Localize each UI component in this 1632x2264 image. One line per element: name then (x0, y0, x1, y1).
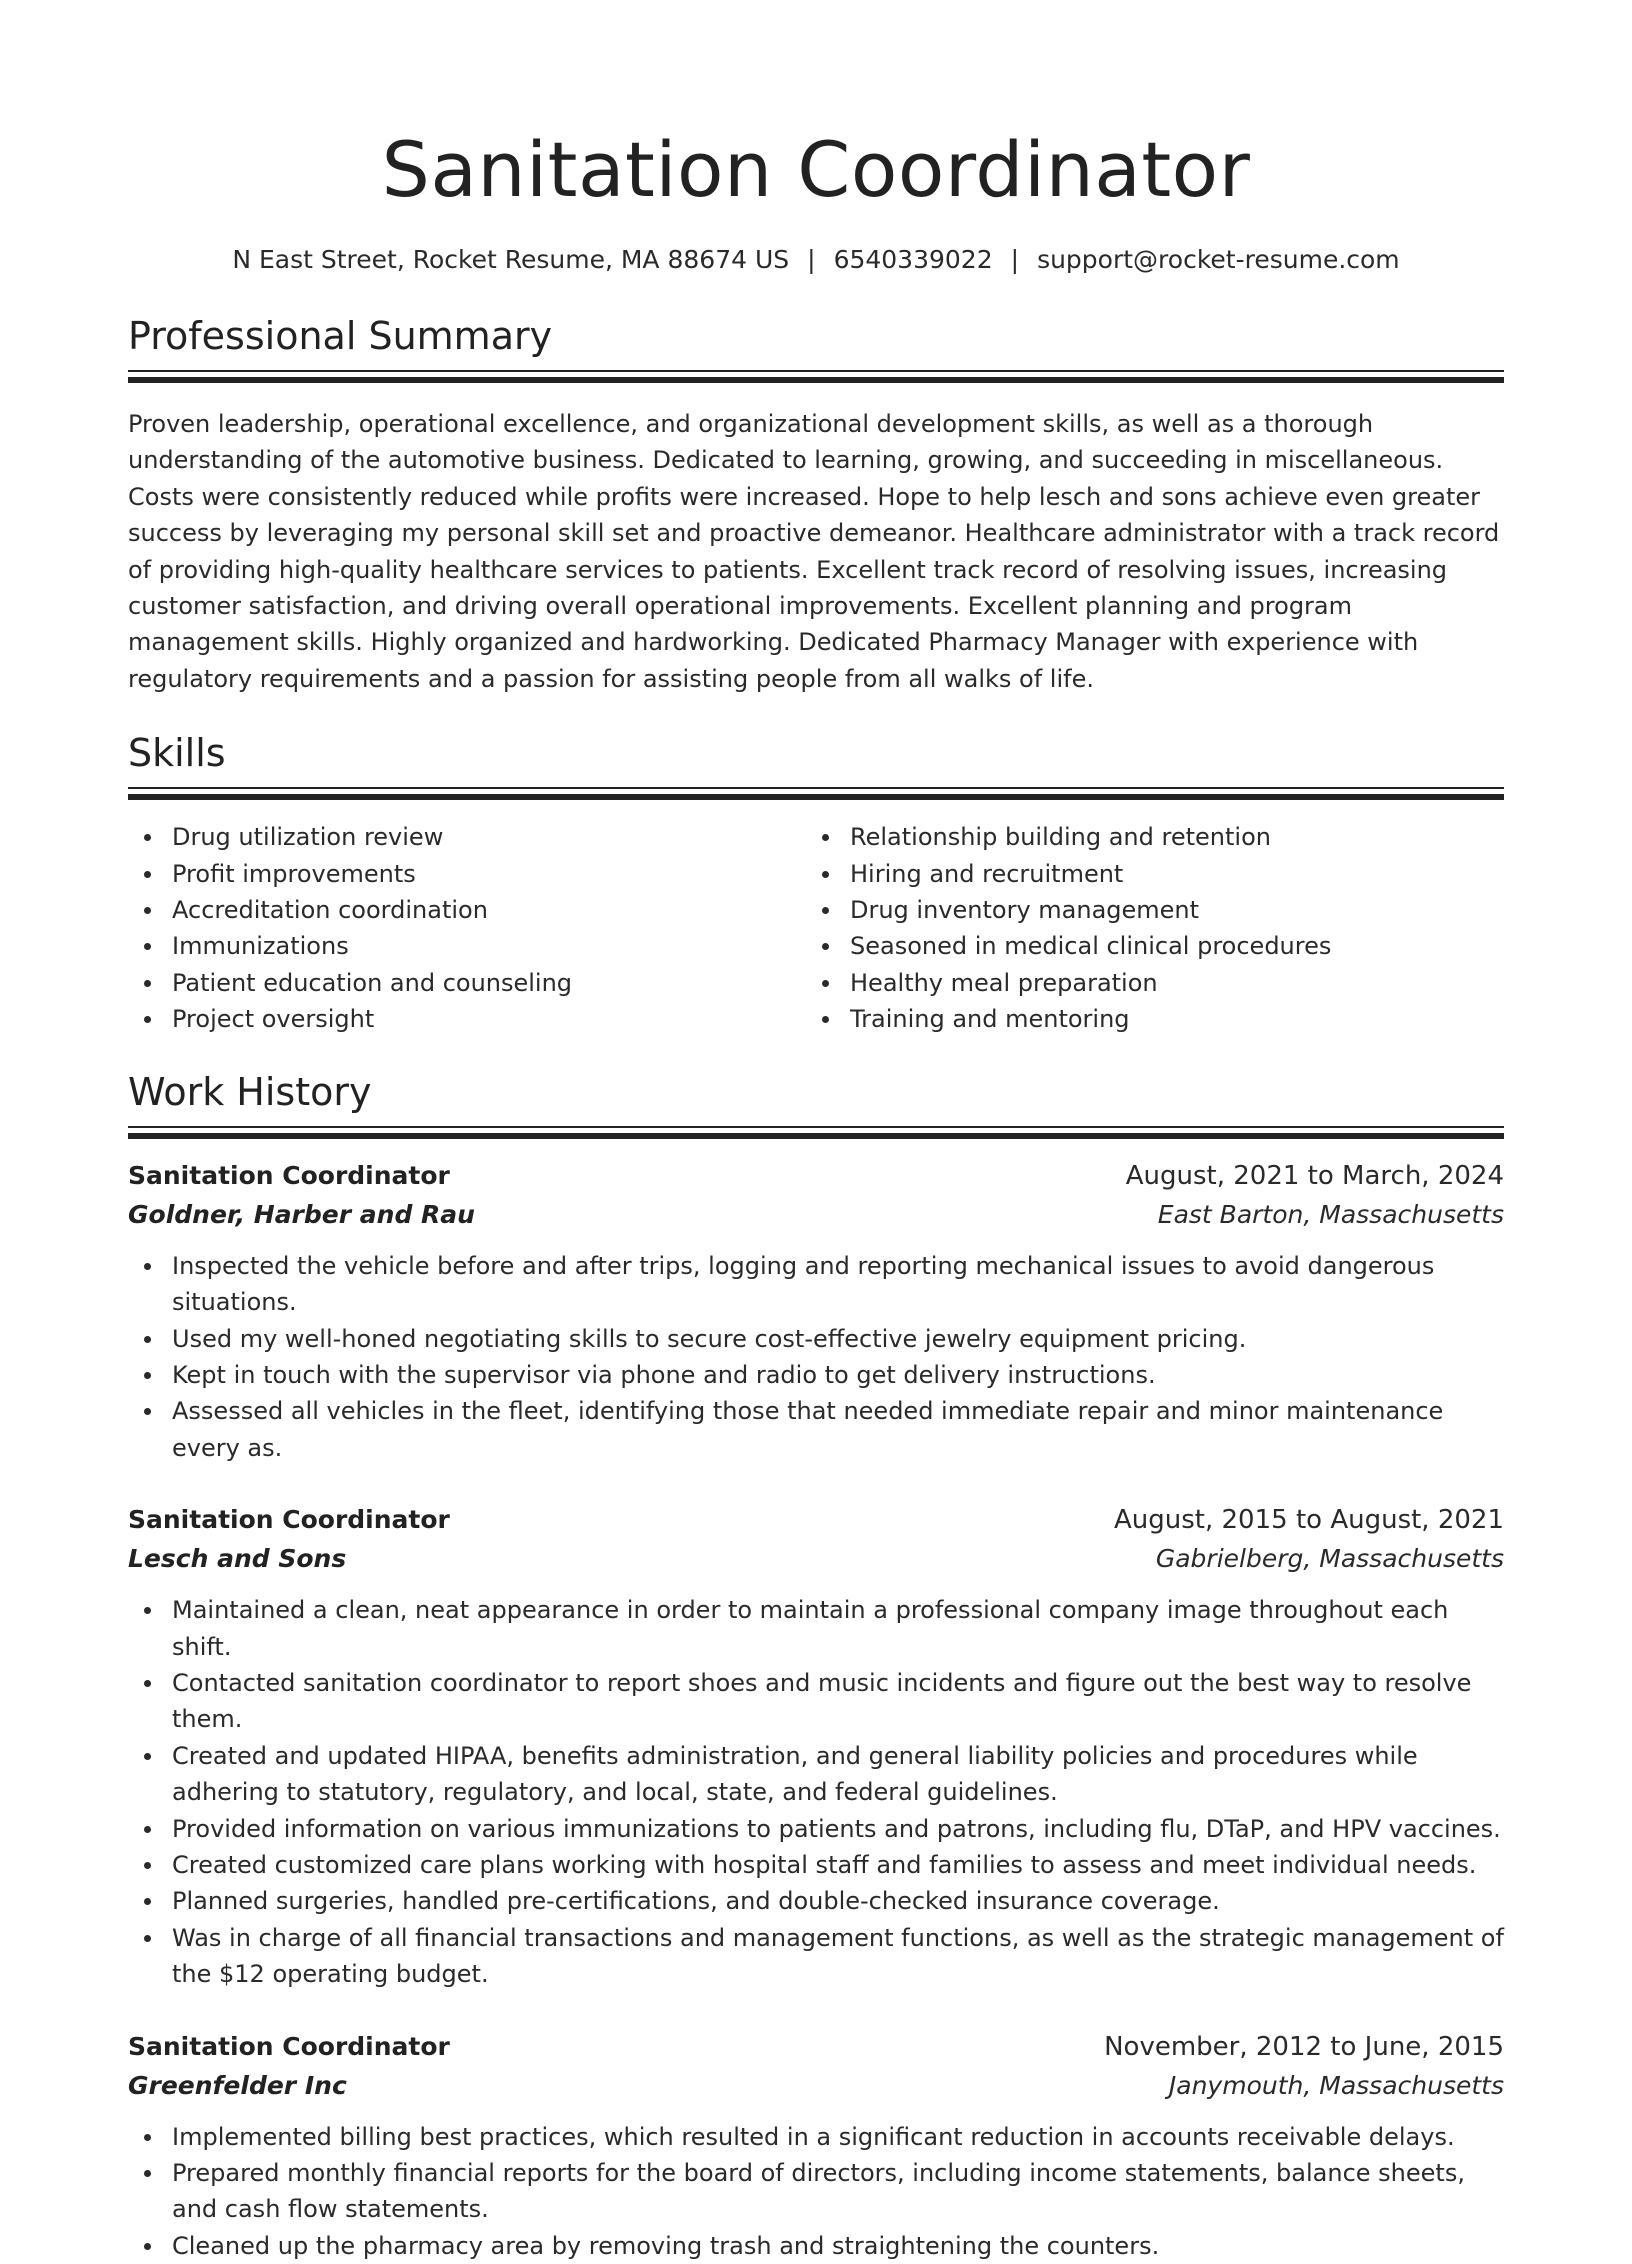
job-location: Janymouth, Massachusetts (1168, 2070, 1504, 2100)
contact-email: support@rocket-resume.com (1037, 245, 1400, 274)
job-location: East Barton, Massachusetts (1157, 1199, 1504, 1229)
job-company: Greenfelder Inc (128, 2070, 347, 2100)
job-duties (128, 1592, 1504, 1992)
job-duty: Inspected the vehicle before and after trips, logging and reporting mechanical issues to avoid dangerous situations. (128, 1248, 1504, 1321)
contact-separator: | (807, 245, 816, 274)
job-duty: Implemented billing best practices, which resulted in a significant reduction in accounts receivable delays. (128, 2119, 1504, 2155)
section-title-summary: Professional Summary (128, 314, 553, 358)
skills-section (128, 729, 1504, 1037)
skill-item: Immunizations (128, 928, 806, 964)
job-duty: Prepared monthly financial reports for the board of directors, including income statements, balance sheets, and cash flow statements. (128, 2155, 1504, 2228)
job-dates: August, 2015 to August, 2021 (1114, 1505, 1504, 1536)
section-divider (128, 370, 1504, 372)
summary-section (128, 312, 1504, 697)
skill-item: Drug utilization review (128, 819, 806, 855)
section-title-skills: Skills (128, 731, 226, 776)
job-title: Sanitation Coordinator (128, 2031, 450, 2061)
skill-item: Training and mentoring (806, 1001, 1484, 1037)
job-company: Goldner, Harber and Rau (128, 1199, 475, 1229)
job-duty: Contacted sanitation coordinator to report shoes and music incidents and figure out the best way to resolve them. (128, 1665, 1504, 1738)
job-location: Gabrielberg, Massachusetts (1155, 1544, 1504, 1574)
job-dates: August, 2021 to March, 2024 (1125, 1160, 1504, 1191)
job-duty: Was in charge of all financial transactions and management functions, as well as the strategic management of the $12 operating budget. (128, 1920, 1504, 1993)
job-duty: Cleaned up the pharmacy area by removing trash and straightening the counters. (128, 2228, 1504, 2264)
job-entry (128, 1156, 1504, 1466)
summary-text: Proven leadership, operational excellence, and organizational development skills, as well as a thorough understanding of the automotive business. Dedicated to learning, growing, and succeeding in miscellaneous. Costs were consistently reduced while profits were increased. Hope to help lesch and sons achieve even greater success by leveraging my personal skill set and proactive demeanor. Healthcare administrator with a track record of providing high-quality healthcare services to patients. Excellent track record of resolving issues, increasing customer satisfaction, and driving overall operational improvements. Excellent planning and program management skills. Highly organized and hardworking. Dedicated Pharmacy Manager with experience with regulatory requirements and a passion for assisting people from all walks of life. (128, 410, 1500, 693)
job-entry (128, 2027, 1504, 2264)
job-title: Sanitation Coordinator (128, 1505, 450, 1535)
job-duty: Created and updated HIPAA, benefits administration, and general liability policies and procedures while adhering to statutory, regulatory, and local, state, and federal guidelines. (128, 1738, 1504, 1811)
skill-item: Drug inventory management (806, 892, 1484, 928)
section-divider (128, 787, 1504, 789)
job-duty: Planned surgeries, handled pre-certifications, and double-checked insurance coverage. (128, 1883, 1504, 1919)
skill-item: Project oversight (128, 1001, 806, 1037)
resume-name: Sanitation Coordinator (381, 125, 1251, 214)
skill-item: Hiring and recruitment (806, 856, 1484, 892)
job-duty: Assessed all vehicles in the fleet, identifying those that needed immediate repair and minor maintenance every as. (128, 1393, 1504, 1466)
section-title-work-history: Work History (128, 1069, 372, 1114)
job-duty: Provided information on various immunizations to patients and patrons, including flu, DTaP, and HPV vaccines. (128, 1811, 1504, 1847)
job-duty: Created customized care plans working with hospital staff and families to assess and meet individual needs. (128, 1847, 1504, 1883)
skill-item: Seasoned in medical clinical procedures (806, 928, 1484, 964)
skills-column-left (128, 819, 806, 1037)
contact-address: N East Street, Rocket Resume, MA 88674 US (232, 245, 790, 274)
job-duty: Maintained a clean, neat appearance in order to maintain a professional company image throughout each shift. (128, 1592, 1504, 1665)
skill-item: Profit improvements (128, 856, 806, 892)
work-history-section (128, 1068, 1504, 2264)
skill-item: Patient education and counseling (128, 965, 806, 1001)
job-duties (128, 1248, 1504, 1466)
skill-item: Relationship building and retention (806, 819, 1484, 855)
job-duty: Used my well-honed negotiating skills to secure cost-effective jewelry equipment pricing. (128, 1321, 1504, 1357)
skill-item: Healthy meal preparation (806, 965, 1484, 1001)
contact-separator: | (1010, 245, 1020, 274)
job-duties (128, 2119, 1504, 2264)
contact-line (128, 244, 1504, 276)
job-entry (128, 1500, 1504, 1992)
skill-item: Accreditation coordination (128, 892, 806, 928)
job-dates: November, 2012 to June, 2015 (1104, 2031, 1504, 2062)
job-company: Lesch and Sons (128, 1544, 347, 1574)
job-title: Sanitation Coordinator (128, 1160, 450, 1190)
job-duty: Kept in touch with the supervisor via phone and radio to get delivery instructions. (128, 1357, 1504, 1393)
section-divider (128, 1126, 1504, 1128)
resume-page (128, 0, 1504, 2264)
skills-columns (128, 819, 1504, 1037)
contact-phone: 6540339022 (833, 245, 993, 274)
skills-column-right (806, 819, 1484, 1037)
